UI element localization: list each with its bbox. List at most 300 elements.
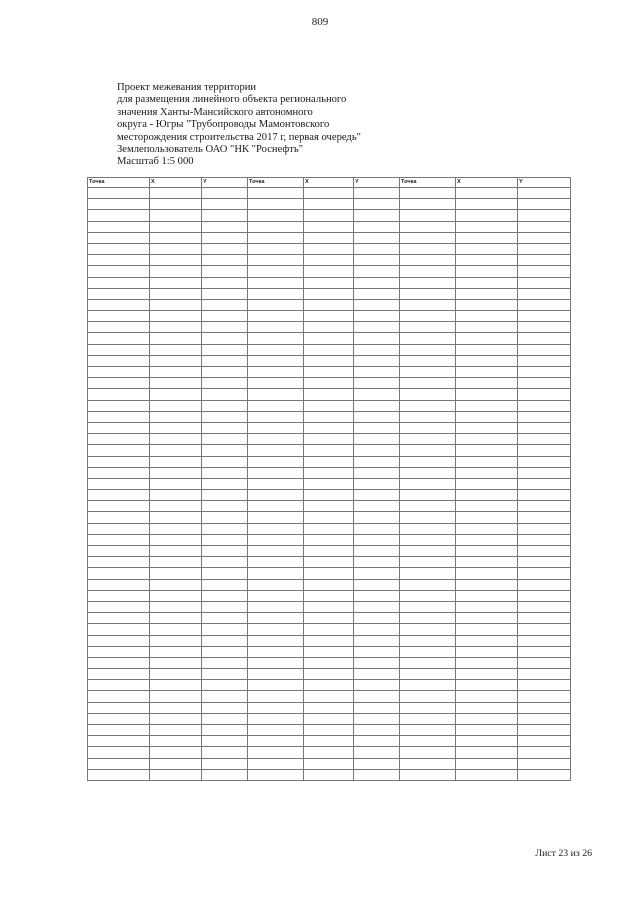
table-cell [248,199,304,210]
table-cell [202,478,248,489]
table-cell [248,568,304,579]
table-cell [88,411,150,422]
table-cell [304,691,354,702]
table-cell [456,255,518,266]
table-cell [518,344,571,355]
table-row [88,188,571,199]
table-row [88,277,571,288]
table-cell [202,691,248,702]
table-cell [400,534,456,545]
table-cell [248,456,304,467]
table-cell [88,579,150,590]
table-cell [456,769,518,780]
table-cell [88,557,150,568]
table-cell [304,411,354,422]
table-cell [150,680,202,691]
table-cell [400,378,456,389]
table-cell [88,221,150,232]
table-cell [518,624,571,635]
table-cell [518,601,571,612]
table-cell [304,501,354,512]
table-cell [518,590,571,601]
table-cell [456,277,518,288]
table-cell [400,624,456,635]
table-row [88,210,571,221]
table-cell [248,646,304,657]
table-cell [88,188,150,199]
table-cell [202,445,248,456]
table-cell [88,624,150,635]
table-cell [304,199,354,210]
table-cell [202,422,248,433]
table-cell [456,601,518,612]
column-header: X [150,178,202,188]
table-cell [456,243,518,254]
table-row [88,713,571,724]
table-cell [88,501,150,512]
table-cell [88,232,150,243]
table-cell [88,199,150,210]
table-cell [518,713,571,724]
table-cell [400,523,456,534]
table-cell [354,691,400,702]
table-cell [354,613,400,624]
table-cell [88,467,150,478]
table-row [88,378,571,389]
table-cell [248,344,304,355]
table-cell [88,568,150,579]
table-cell [150,333,202,344]
table-cell [400,322,456,333]
table-cell [456,490,518,501]
table-cell [150,624,202,635]
table-cell [202,277,248,288]
table-cell [88,378,150,389]
table-cell [88,512,150,523]
table-cell [456,333,518,344]
table-cell [518,523,571,534]
table-cell [304,568,354,579]
table-cell [248,445,304,456]
table-cell [248,422,304,433]
table-cell [150,736,202,747]
header-line: месторождения строительства 2017 г, первая очередь" [117,131,361,143]
table-cell [354,568,400,579]
table-cell [354,400,400,411]
table-cell [150,635,202,646]
table-cell [354,725,400,736]
table-cell [518,322,571,333]
table-cell [304,333,354,344]
table-cell [518,747,571,758]
table-cell [400,478,456,489]
table-cell [202,434,248,445]
table-cell [518,490,571,501]
table-cell [354,344,400,355]
table-cell [400,288,456,299]
table-cell [248,534,304,545]
table-cell [354,277,400,288]
table-cell [248,277,304,288]
table-cell [400,657,456,668]
table-cell [150,758,202,769]
table-row [88,467,571,478]
table-cell [400,568,456,579]
column-header: Y [354,178,400,188]
table-cell [518,367,571,378]
table-cell [150,568,202,579]
table-cell [202,490,248,501]
table-cell [202,590,248,601]
table-row [88,311,571,322]
table-cell [150,490,202,501]
table-cell [304,546,354,557]
table-cell [400,243,456,254]
table-cell [400,512,456,523]
table-cell [354,512,400,523]
table-row [88,557,571,568]
table-cell [456,523,518,534]
table-cell [150,512,202,523]
table-cell [354,389,400,400]
table-cell [304,445,354,456]
table-cell [248,501,304,512]
table-cell [456,188,518,199]
table-cell [456,232,518,243]
table-cell [400,680,456,691]
table-cell [248,613,304,624]
table-row [88,523,571,534]
table-cell [150,467,202,478]
table-cell [456,322,518,333]
table-row [88,613,571,624]
table-cell [456,702,518,713]
table-cell [202,546,248,557]
table-cell [150,747,202,758]
table-cell [518,646,571,657]
table-cell [248,657,304,668]
table-cell [354,299,400,310]
table-cell [304,646,354,657]
table-cell [456,669,518,680]
table-cell [202,501,248,512]
column-header: Точка [88,178,150,188]
table-cell [202,411,248,422]
table-cell [88,646,150,657]
table-cell [248,333,304,344]
table-cell [400,311,456,322]
table-cell [88,490,150,501]
table-cell [518,512,571,523]
table-cell [88,311,150,322]
table-cell [304,188,354,199]
table-cell [202,232,248,243]
table-cell [354,322,400,333]
table-cell [400,277,456,288]
table-cell [400,232,456,243]
table-cell [248,322,304,333]
table-cell [248,243,304,254]
table-row [88,243,571,254]
table-cell [202,613,248,624]
header-line: Масштаб 1:5 000 [117,156,194,168]
table-cell [202,680,248,691]
table-cell [150,288,202,299]
table-row [88,568,571,579]
table-cell [248,713,304,724]
coordinates-table [87,177,571,781]
table-cell [400,389,456,400]
table-cell [400,210,456,221]
table-cell [88,613,150,624]
table-cell [456,579,518,590]
table-cell [518,613,571,624]
table-cell [400,758,456,769]
table-cell [88,736,150,747]
table-row [88,534,571,545]
table-cell [518,255,571,266]
table-cell [354,758,400,769]
table-cell [248,747,304,758]
table-cell [304,725,354,736]
table-cell [88,389,150,400]
table-cell [518,635,571,646]
table-cell [248,188,304,199]
table-cell [202,646,248,657]
table-cell [304,669,354,680]
table-cell [456,546,518,557]
table-cell [456,736,518,747]
table-cell [88,288,150,299]
table-cell [400,355,456,366]
table-row [88,456,571,467]
table-cell [354,769,400,780]
table-cell [202,456,248,467]
table-row [88,232,571,243]
table-cell [400,434,456,445]
table-cell [150,445,202,456]
table-row [88,199,571,210]
table-cell [88,322,150,333]
table-cell [518,758,571,769]
table-cell [248,434,304,445]
table-cell [88,434,150,445]
table-cell [150,255,202,266]
table-cell [518,501,571,512]
table-row [88,601,571,612]
table-row [88,501,571,512]
column-header: Точка [248,178,304,188]
table-cell [150,299,202,310]
table-cell [400,188,456,199]
table-cell [400,456,456,467]
table-cell [150,277,202,288]
header-line: для размещения линейного объекта регионального [117,94,347,106]
table-cell [248,691,304,702]
table-cell [88,367,150,378]
table-cell [202,355,248,366]
table-cell [354,411,400,422]
table-cell [518,467,571,478]
table-cell [88,255,150,266]
table-cell [202,367,248,378]
table-cell [354,601,400,612]
table-cell [354,422,400,433]
table-cell [248,702,304,713]
table-cell [354,445,400,456]
table-cell [456,557,518,568]
table-cell [354,288,400,299]
table-cell [304,221,354,232]
table-cell [400,199,456,210]
table-cell [248,579,304,590]
table-cell [354,680,400,691]
table-cell [150,534,202,545]
table-cell [248,557,304,568]
table-cell [304,613,354,624]
table-row [88,590,571,601]
table-cell [456,456,518,467]
table-cell [400,669,456,680]
table-cell [304,355,354,366]
table-cell [304,389,354,400]
table-cell [354,646,400,657]
table-cell [400,769,456,780]
table-cell [150,411,202,422]
table-cell [202,344,248,355]
table-cell [248,736,304,747]
table-cell [400,445,456,456]
table-cell [354,243,400,254]
table-cell [456,355,518,366]
table-cell [456,299,518,310]
table-cell [248,389,304,400]
table-cell [400,501,456,512]
table-cell [456,434,518,445]
table-cell [150,355,202,366]
table-cell [150,579,202,590]
table-cell [150,613,202,624]
table-cell [456,680,518,691]
table-cell [248,266,304,277]
page-number: 809 [311,16,329,28]
table-row [88,478,571,489]
table-cell [354,635,400,646]
table-cell [248,299,304,310]
table-cell [518,456,571,467]
column-header: X [304,178,354,188]
table-cell [150,422,202,433]
table-cell [88,546,150,557]
table-cell [456,422,518,433]
table-cell [456,210,518,221]
table-cell [456,512,518,523]
table-cell [248,590,304,601]
table-cell [304,232,354,243]
table-cell [400,736,456,747]
table-cell [304,490,354,501]
table-cell [354,523,400,534]
table-cell [456,199,518,210]
table-cell [248,512,304,523]
table-cell [150,501,202,512]
table-cell [248,288,304,299]
table-cell [354,333,400,344]
table-cell [248,467,304,478]
table-cell [456,389,518,400]
table-cell [400,422,456,433]
table-cell [248,311,304,322]
table-cell [518,546,571,557]
table-cell [150,389,202,400]
table-cell [150,221,202,232]
table-cell [400,702,456,713]
table-cell [88,691,150,702]
table-cell [400,691,456,702]
table-cell [150,344,202,355]
table-cell [518,188,571,199]
table-cell [354,311,400,322]
table-cell [150,590,202,601]
table-cell [202,523,248,534]
table-cell [304,299,354,310]
table-cell [456,378,518,389]
table-row [88,355,571,366]
table-cell [304,467,354,478]
table-cell [88,747,150,758]
table-cell [518,657,571,668]
table-cell [304,769,354,780]
table-cell [518,769,571,780]
table-cell [456,691,518,702]
table-cell [456,221,518,232]
table-cell [304,680,354,691]
table-cell [88,277,150,288]
table-cell [248,546,304,557]
table-cell [456,501,518,512]
table-cell [456,758,518,769]
table-row [88,322,571,333]
table-cell [518,702,571,713]
table-cell [518,378,571,389]
table-cell [150,210,202,221]
table-row [88,691,571,702]
table-cell [518,288,571,299]
table-cell [88,769,150,780]
table-cell [354,266,400,277]
table-cell [202,299,248,310]
table-cell [150,546,202,557]
table-cell [354,232,400,243]
table-cell [150,769,202,780]
table-cell [518,299,571,310]
table-row [88,546,571,557]
table-cell [150,456,202,467]
header-line: значения Ханты-Мансийского автономного [117,106,313,118]
table-cell [304,367,354,378]
table-row [88,299,571,310]
table-cell [150,657,202,668]
table-row [88,680,571,691]
table-cell [456,445,518,456]
table-cell [248,355,304,366]
table-row [88,221,571,232]
table-cell [518,221,571,232]
table-cell [202,624,248,635]
table-cell [304,311,354,322]
table-cell [88,299,150,310]
table-cell [150,702,202,713]
